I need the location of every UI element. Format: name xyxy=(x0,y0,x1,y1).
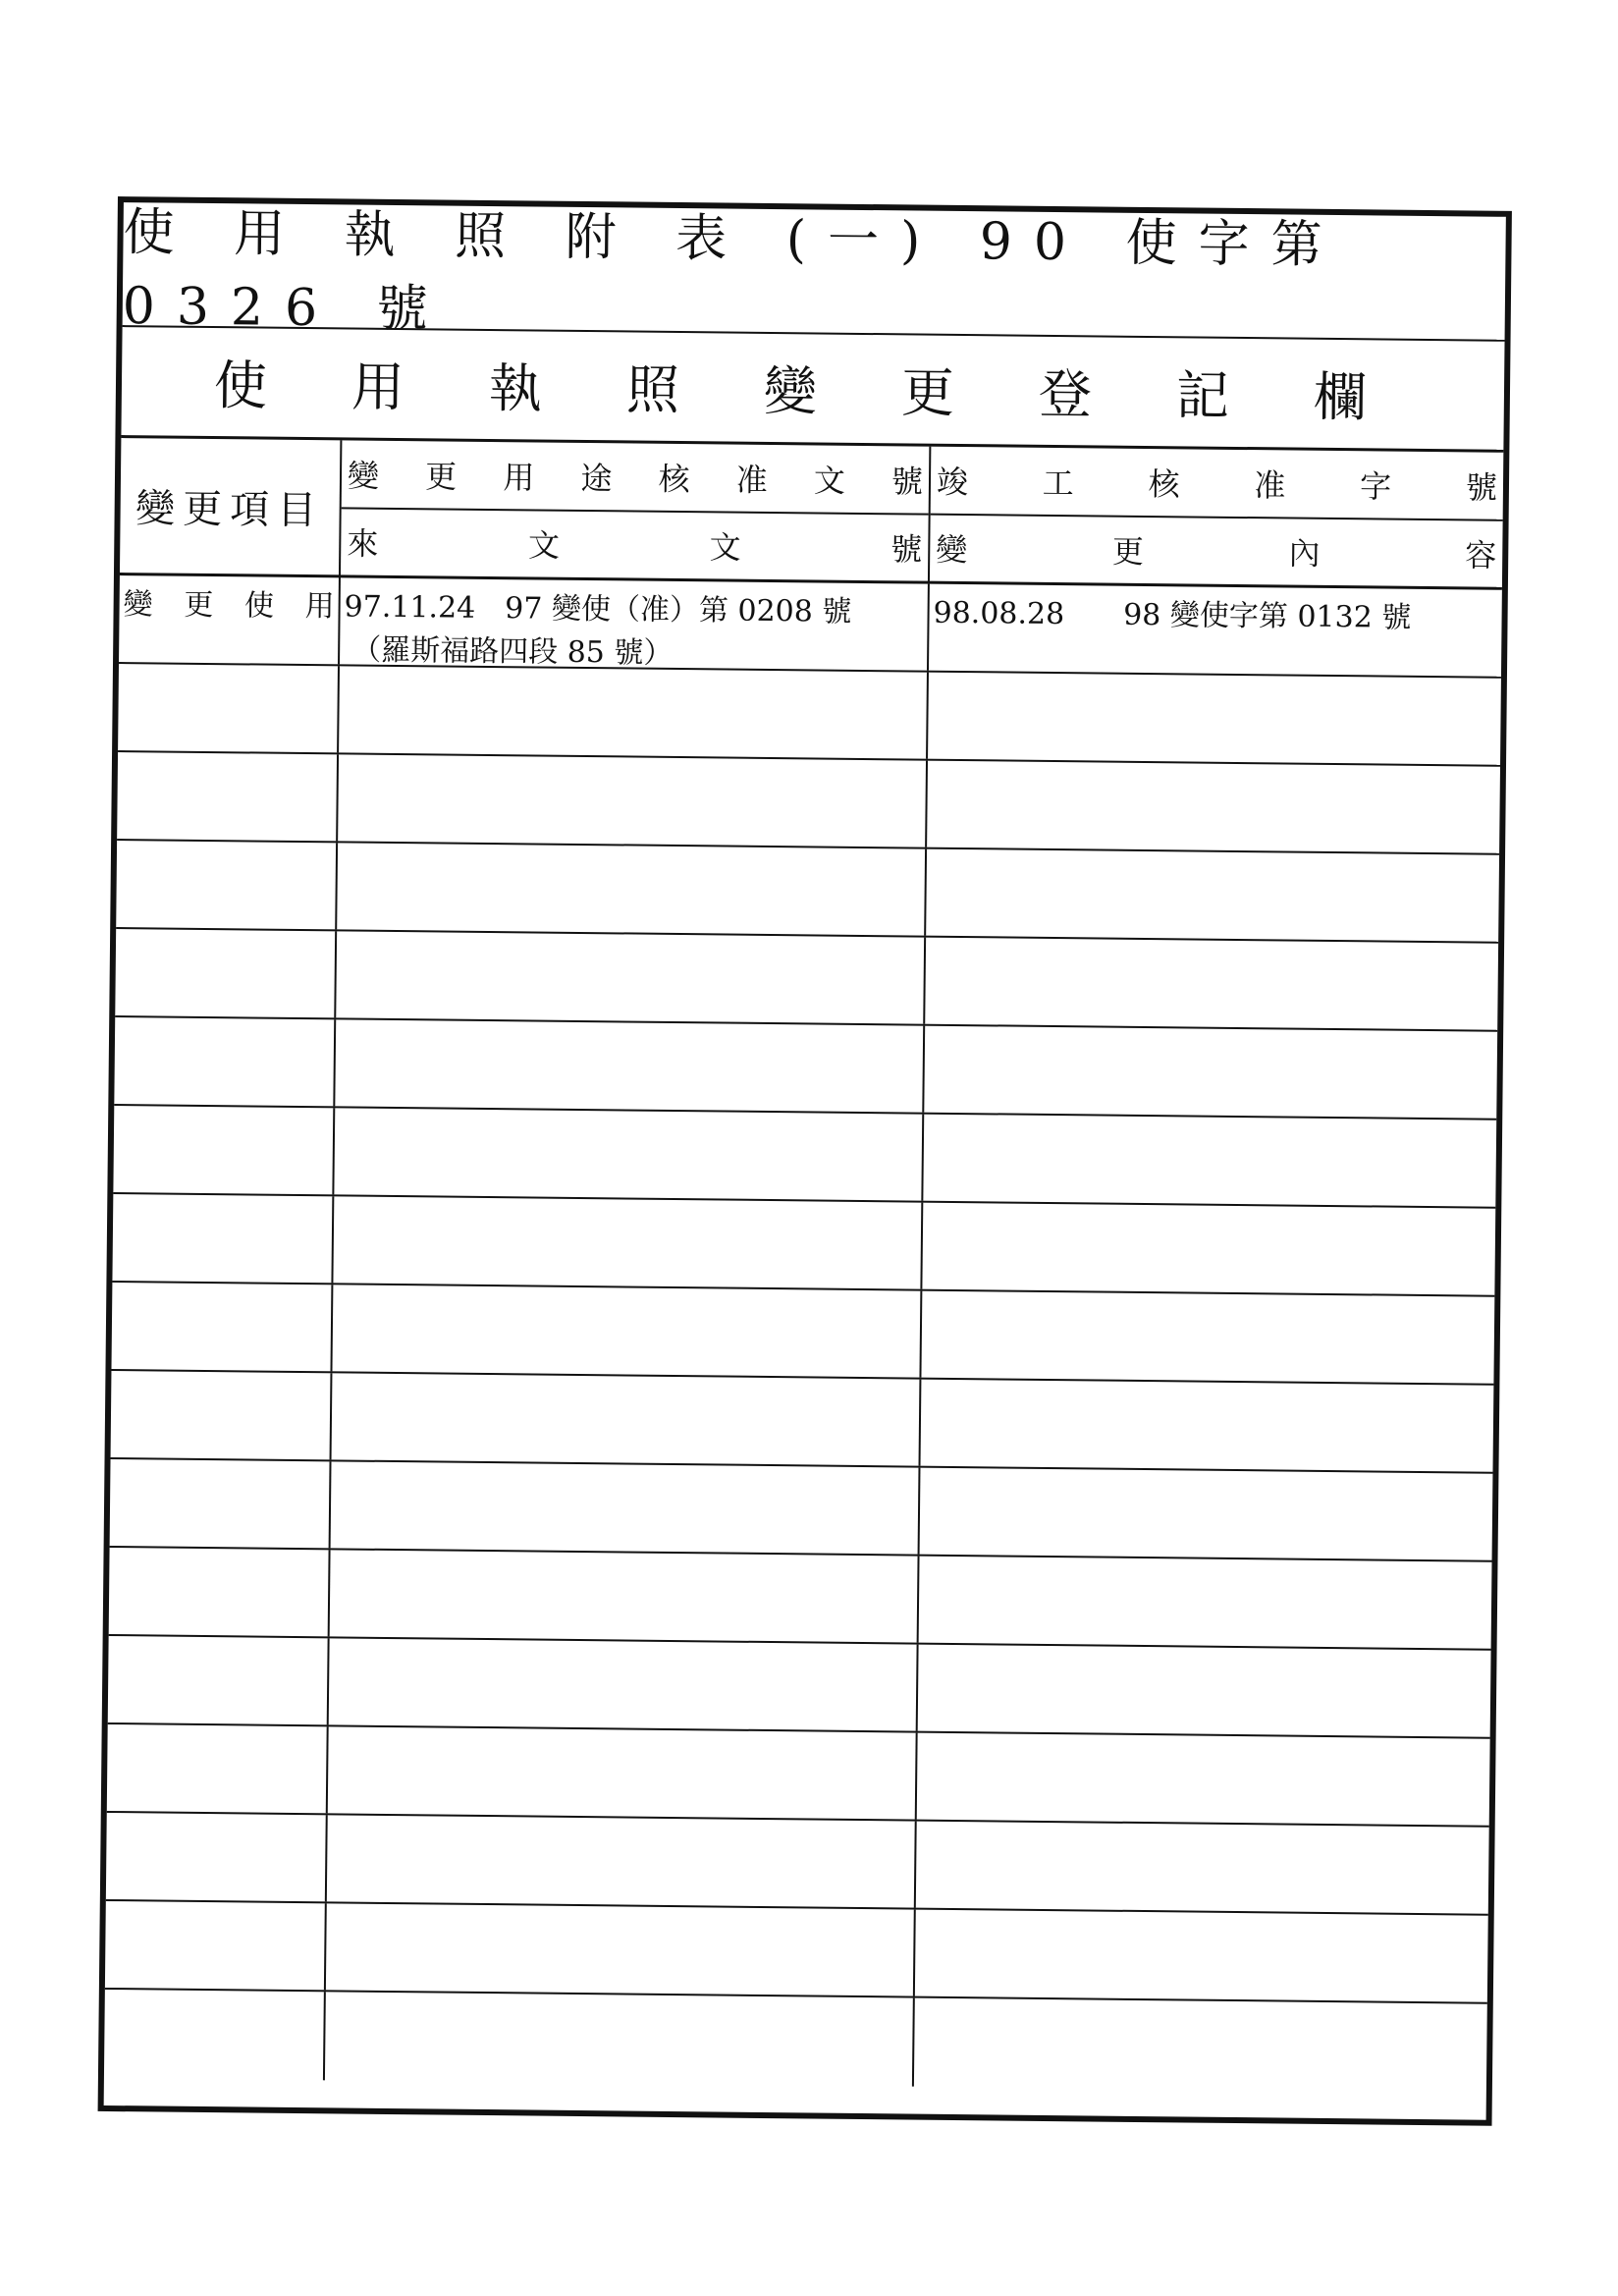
header-change-content xyxy=(930,515,1503,587)
row-approval-cell xyxy=(339,666,929,758)
row-approval-cell xyxy=(327,1815,917,1907)
row-item-cell xyxy=(111,1371,333,1459)
row-item-cell xyxy=(109,1548,331,1636)
row-item-cell xyxy=(105,1901,327,1990)
row-approval-cell xyxy=(340,577,930,670)
row-item-cell xyxy=(118,664,340,752)
approval-address: （羅斯福路四段 85 號） xyxy=(351,632,674,671)
hdr-char: 竣 xyxy=(936,463,969,501)
row-item-cell xyxy=(110,1459,332,1548)
row-completion-cell xyxy=(920,1468,1493,1560)
table-row xyxy=(115,929,1498,1032)
record-rows xyxy=(104,575,1502,2093)
table-row xyxy=(105,1901,1488,2004)
row-approval-cell xyxy=(335,1019,925,1112)
row-completion-cell xyxy=(923,1115,1496,1207)
row-approval-cell xyxy=(325,1992,915,2086)
header-completion-number xyxy=(931,447,1504,521)
completion-text: 98.08.28 98 變使字第 0132 號 xyxy=(933,595,1412,635)
table-row xyxy=(114,1017,1497,1121)
header-approval-doc xyxy=(342,440,930,515)
hdr-char: 准 xyxy=(735,461,768,499)
row-approval-cell xyxy=(329,1638,919,1730)
header-approval-column xyxy=(341,440,931,583)
hdr-char: 更 xyxy=(424,458,458,496)
table-row xyxy=(111,1371,1494,1474)
table-row xyxy=(107,1724,1490,1828)
approval-text: 97.11.24 97 變使（准）第 0208 號 xyxy=(344,589,852,629)
hdr-char: 用 xyxy=(503,458,535,497)
hdr-char: 號 xyxy=(1465,468,1498,507)
row-completion-cell xyxy=(929,584,1502,677)
row-item-cell xyxy=(112,1194,334,1283)
hdr-char: 變 xyxy=(347,457,380,495)
row-approval-cell xyxy=(338,754,928,847)
table-row xyxy=(118,664,1501,767)
row-approval-cell xyxy=(336,931,926,1023)
hdr-char: 容 xyxy=(1465,536,1497,574)
hdr-char: 工 xyxy=(1042,464,1075,502)
row-approval-cell xyxy=(330,1550,920,1642)
row-approval-cell xyxy=(332,1373,922,1465)
table-row xyxy=(119,575,1502,679)
row-approval-cell xyxy=(332,1285,922,1377)
page-title: 使 用 執 照 附 表 (一) 90 使字第 0326 號 xyxy=(123,202,1506,342)
row-approval-cell xyxy=(337,843,927,935)
hdr-char: 准 xyxy=(1254,465,1286,505)
row-item-cell xyxy=(104,1990,326,2080)
table-row xyxy=(111,1283,1494,1386)
table-row xyxy=(109,1548,1492,1651)
row-item-cell xyxy=(113,1106,335,1194)
row-item-cell xyxy=(117,752,339,841)
row-completion-cell xyxy=(918,1645,1491,1737)
row-approval-cell xyxy=(326,1903,916,1995)
item-char: 更 xyxy=(184,587,214,624)
row-completion-cell xyxy=(927,761,1500,853)
header-incoming-doc xyxy=(341,509,929,581)
row-item-cell xyxy=(116,841,338,929)
row-completion-cell xyxy=(922,1203,1495,1295)
row-completion-cell xyxy=(921,1380,1494,1472)
hdr-char: 內 xyxy=(1288,534,1321,574)
row-completion-cell xyxy=(914,1998,1487,2093)
hdr-char: 文 xyxy=(813,462,846,500)
header-completion-column xyxy=(930,447,1503,590)
item-char: 變 xyxy=(123,587,153,623)
section-title: 使用執照變更登記欄 xyxy=(121,325,1504,453)
row-completion-cell xyxy=(928,673,1501,765)
license-sheet xyxy=(98,196,1512,2126)
row-item-cell xyxy=(108,1636,330,1724)
item-char: 用 xyxy=(304,589,335,625)
hdr-char: 核 xyxy=(658,460,690,498)
table-row xyxy=(116,841,1499,944)
hdr-char: 核 xyxy=(1148,465,1180,504)
row-approval-cell xyxy=(328,1726,918,1819)
row-completion-cell xyxy=(915,1910,1488,2002)
header-change-item: 變更項目 xyxy=(120,438,342,577)
table-row xyxy=(108,1636,1491,1739)
row-completion-cell xyxy=(919,1557,1492,1649)
row-approval-cell xyxy=(334,1108,924,1200)
table-row xyxy=(117,752,1500,855)
row-approval-cell xyxy=(333,1196,923,1288)
row-item-cell xyxy=(119,575,341,664)
row-completion-cell xyxy=(917,1733,1490,1826)
hdr-char: 號 xyxy=(890,463,924,501)
table-row xyxy=(104,1990,1487,2093)
row-item-cell xyxy=(107,1724,329,1813)
hdr-char: 字 xyxy=(1359,467,1392,506)
hdr-char: 文 xyxy=(527,526,561,565)
hdr-char: 來 xyxy=(347,524,379,564)
row-completion-cell xyxy=(916,1822,1489,1914)
row-approval-cell xyxy=(331,1461,921,1554)
hdr-char: 變 xyxy=(936,530,968,570)
row-item-cell xyxy=(115,929,337,1017)
row-item-cell xyxy=(114,1017,336,1106)
item-char: 使 xyxy=(243,588,275,624)
hdr-char: 途 xyxy=(580,459,613,498)
hdr-char: 更 xyxy=(1111,532,1145,572)
table-row xyxy=(106,1813,1489,1916)
row-completion-cell xyxy=(926,849,1499,942)
table-row xyxy=(110,1459,1493,1562)
row-item-cell xyxy=(111,1283,333,1371)
table-row xyxy=(112,1194,1495,1297)
row-completion-cell xyxy=(921,1291,1494,1384)
table-row xyxy=(113,1106,1496,1209)
row-item-cell xyxy=(106,1813,328,1901)
hdr-char: 文 xyxy=(709,528,741,567)
hdr-char: 號 xyxy=(890,530,923,569)
row-completion-cell xyxy=(924,1026,1497,1119)
row-completion-cell xyxy=(925,938,1498,1030)
